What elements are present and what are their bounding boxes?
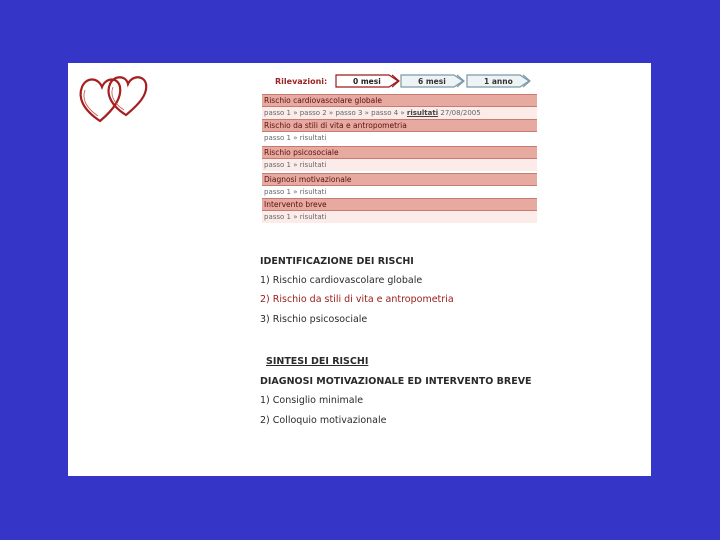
tab-0-mesi[interactable] [335, 74, 400, 88]
progress-sections [262, 94, 537, 223]
section-header-lifestyle[interactable]: Rischio da stili di vita e antropometria [262, 119, 537, 132]
tab-1-anno[interactable] [466, 74, 532, 88]
date-text: 27/08/2005 [440, 109, 481, 117]
section-header-cardio[interactable]: Rischio cardiovascolare globale [262, 94, 537, 107]
double-heart-logo [76, 69, 154, 129]
section-header-psychosocial[interactable]: Rischio psicosociale [262, 146, 537, 159]
tab-label: 1 anno [484, 76, 513, 86]
steps-text[interactable]: passo 1 » passo 2 » passo 3 » passo 4 » [264, 109, 405, 117]
diagnosis-item-colloquio[interactable]: 2) Colloquio motivazionale [260, 415, 387, 426]
tab-label: 0 mesi [353, 76, 381, 86]
section-steps-cardio [262, 107, 537, 119]
section-steps-motivational[interactable]: passo 1 » risultati [262, 186, 537, 198]
risk-item-psychosocial[interactable]: 3) Rischio psicosociale [260, 314, 368, 325]
results-link[interactable]: risultati [406, 109, 439, 117]
tabs-label: Rilevazioni: [275, 76, 328, 86]
section-steps-intervention[interactable]: passo 1 » risultati [262, 211, 537, 223]
content-panel [68, 63, 651, 476]
section-steps-lifestyle[interactable]: passo 1 » risultati [262, 132, 537, 144]
section-header-motivational[interactable]: Diagnosi motivazionale [262, 173, 537, 186]
section-header-intervention[interactable]: Intervento breve [262, 198, 537, 211]
tab-6-mesi[interactable] [400, 74, 466, 88]
diagnosis-item-minimal[interactable]: 1) Consiglio minimale [260, 395, 364, 406]
identification-heading: IDENTIFICAZIONE DEI RISCHI [260, 256, 414, 267]
section-steps-psychosocial[interactable]: passo 1 » risultati [262, 159, 537, 171]
diagnosis-heading: DIAGNOSI MOTIVAZIONALE ED INTERVENTO BREVE [260, 376, 532, 387]
synthesis-heading[interactable]: SINTESI DEI RISCHI [266, 356, 369, 367]
tab-label: 6 mesi [418, 76, 446, 86]
rilevazioni-tabs [275, 73, 532, 89]
risk-item-lifestyle[interactable]: 2) Rischio da stili di vita e antropometria [260, 294, 454, 305]
risk-item-cardio[interactable]: 1) Rischio cardiovascolare globale [260, 275, 423, 286]
